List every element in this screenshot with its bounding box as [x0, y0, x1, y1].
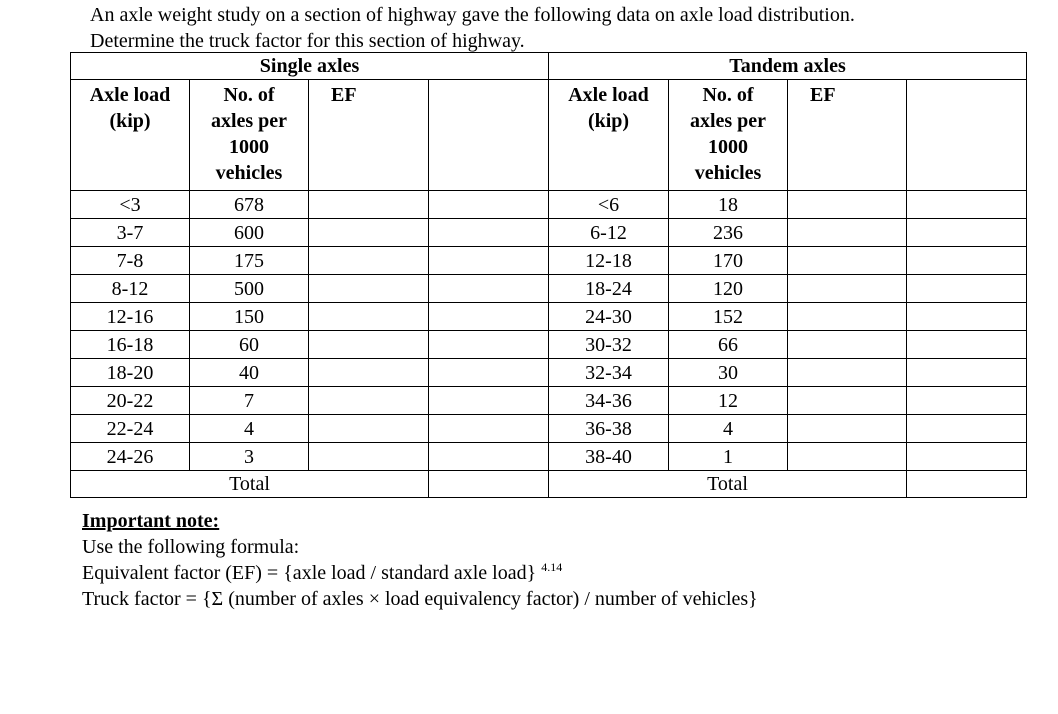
table-row	[71, 443, 1027, 471]
single-total-label: Total	[71, 471, 429, 498]
tandem-ef-cell	[788, 275, 907, 303]
single-blank-cell	[429, 303, 549, 331]
header-line: axles per	[210, 110, 288, 132]
important-note	[82, 508, 758, 612]
note-line-1: Use the following formula:	[82, 536, 300, 558]
single-ef-cell	[309, 219, 429, 247]
intro-line-2: Determine the truck factor for this section of highway.	[90, 30, 525, 52]
tandem-count-cell: 236	[669, 219, 788, 247]
table-row	[71, 275, 1027, 303]
single-axle-load-header	[71, 80, 190, 191]
single-load-cell: 24-26	[71, 443, 190, 471]
single-blank-cell	[429, 275, 549, 303]
tandem-blank-cell	[907, 359, 1027, 387]
tandem-count-cell: 66	[669, 331, 788, 359]
tandem-load-cell: 6-12	[549, 219, 669, 247]
single-blank-cell	[429, 247, 549, 275]
tandem-load-cell: 24-30	[549, 303, 669, 331]
single-ef-cell	[309, 303, 429, 331]
tandem-ef-cell	[788, 331, 907, 359]
single-ef-cell	[309, 331, 429, 359]
tandem-blank-cell	[907, 387, 1027, 415]
tandem-axles-per-header	[669, 80, 788, 191]
header-line: vehicles	[215, 162, 283, 184]
single-ef-cell	[309, 443, 429, 471]
table-row	[71, 303, 1027, 331]
tandem-blank-cell	[907, 275, 1027, 303]
header-line: No. of	[223, 84, 275, 106]
tandem-count-cell: 1	[669, 443, 788, 471]
single-blank-cell	[429, 359, 549, 387]
table-row	[71, 191, 1027, 219]
tandem-axles-title: Tandem axles	[549, 53, 1027, 80]
tandem-blank-cell	[907, 443, 1027, 471]
single-count-cell: 7	[190, 387, 309, 415]
single-load-cell: <3	[71, 191, 190, 219]
single-count-cell: 40	[190, 359, 309, 387]
tandem-blank-cell	[907, 331, 1027, 359]
single-blank-cell	[429, 219, 549, 247]
single-blank-cell	[429, 415, 549, 443]
tandem-count-cell: 30	[669, 359, 788, 387]
truck-factor-formula: Truck factor = {Σ (number of axles × load equivalency factor) / number of vehicles}	[82, 588, 758, 610]
tandem-blank-cell	[907, 247, 1027, 275]
tandem-count-cell: 18	[669, 191, 788, 219]
table-row	[71, 415, 1027, 443]
single-ef-cell	[309, 247, 429, 275]
tandem-ef-cell	[788, 219, 907, 247]
single-load-cell: 12-16	[71, 303, 190, 331]
single-load-cell: 8-12	[71, 275, 190, 303]
tandem-count-cell: 12	[669, 387, 788, 415]
table-row	[71, 247, 1027, 275]
tandem-ef-cell	[788, 303, 907, 331]
single-count-cell: 3	[190, 443, 309, 471]
tandem-load-cell: 34-36	[549, 387, 669, 415]
tandem-ef-header: EF	[788, 80, 907, 191]
tandem-load-cell: 30-32	[549, 331, 669, 359]
header-line: vehicles	[694, 162, 762, 184]
single-axles-title: Single axles	[71, 53, 549, 80]
ef-formula-line	[82, 560, 758, 586]
single-ef-cell	[309, 275, 429, 303]
single-count-cell: 150	[190, 303, 309, 331]
tandem-empty-header	[907, 80, 1027, 191]
table-row	[71, 219, 1027, 247]
single-load-cell: 20-22	[71, 387, 190, 415]
header-line: (kip)	[587, 110, 630, 132]
single-count-cell: 600	[190, 219, 309, 247]
single-ef-header: EF	[309, 80, 429, 191]
tandem-load-cell: 36-38	[549, 415, 669, 443]
table-row	[71, 387, 1027, 415]
tandem-axle-load-header	[549, 80, 669, 191]
group-header-row	[71, 53, 1027, 80]
tandem-ef-cell	[788, 415, 907, 443]
tandem-count-cell: 120	[669, 275, 788, 303]
tandem-blank-cell	[907, 303, 1027, 331]
single-blank-cell	[429, 387, 549, 415]
header-line: No. of	[702, 84, 754, 106]
axle-load-table	[70, 52, 1027, 498]
single-ef-cell	[309, 387, 429, 415]
note-heading: Important note:	[82, 510, 220, 532]
single-empty-header	[429, 80, 549, 191]
single-load-cell: 18-20	[71, 359, 190, 387]
single-blank-cell	[429, 331, 549, 359]
intro-line-1: An axle weight study on a section of highway gave the following data on axle load distribution.	[90, 4, 855, 26]
tandem-ef-cell	[788, 443, 907, 471]
tandem-ef-cell	[788, 359, 907, 387]
tandem-total-label: Total	[549, 471, 907, 498]
single-count-cell: 175	[190, 247, 309, 275]
single-ef-cell	[309, 359, 429, 387]
column-header-row	[71, 80, 1027, 191]
table-row	[71, 359, 1027, 387]
tandem-load-cell: 18-24	[549, 275, 669, 303]
tandem-ef-cell	[788, 387, 907, 415]
header-line: 1000	[229, 136, 269, 158]
tandem-total-value	[907, 471, 1027, 498]
ef-formula: Equivalent factor (EF) = {axle load / standard axle load}	[82, 562, 537, 584]
single-total-value	[429, 471, 549, 498]
single-ef-cell	[309, 415, 429, 443]
tandem-count-cell: 4	[669, 415, 788, 443]
single-count-cell: 678	[190, 191, 309, 219]
single-load-cell: 3-7	[71, 219, 190, 247]
header-line: Axle load	[89, 84, 171, 106]
tandem-load-cell: 38-40	[549, 443, 669, 471]
tandem-load-cell: 32-34	[549, 359, 669, 387]
tandem-blank-cell	[907, 219, 1027, 247]
single-count-cell: 4	[190, 415, 309, 443]
tandem-ef-cell	[788, 191, 907, 219]
tandem-blank-cell	[907, 191, 1027, 219]
header-line: 1000	[708, 136, 749, 158]
tandem-count-cell: 170	[669, 247, 788, 275]
single-count-cell: 60	[190, 331, 309, 359]
table-row	[71, 331, 1027, 359]
tandem-ef-cell	[788, 247, 907, 275]
header-line: (kip)	[109, 110, 151, 132]
tandem-blank-cell	[907, 415, 1027, 443]
single-blank-cell	[429, 443, 549, 471]
single-load-cell: 7-8	[71, 247, 190, 275]
header-line: axles per	[689, 110, 767, 132]
single-axles-per-header	[190, 80, 309, 191]
tandem-load-cell: <6	[549, 191, 669, 219]
single-ef-cell	[309, 191, 429, 219]
single-load-cell: 22-24	[71, 415, 190, 443]
single-load-cell: 16-18	[71, 331, 190, 359]
ef-exponent: 4.14	[541, 560, 563, 574]
header-line: Axle load	[568, 84, 649, 106]
total-row	[71, 471, 1027, 498]
single-count-cell: 500	[190, 275, 309, 303]
problem-statement	[90, 2, 855, 54]
tandem-count-cell: 152	[669, 303, 788, 331]
single-blank-cell	[429, 191, 549, 219]
tandem-load-cell: 12-18	[549, 247, 669, 275]
